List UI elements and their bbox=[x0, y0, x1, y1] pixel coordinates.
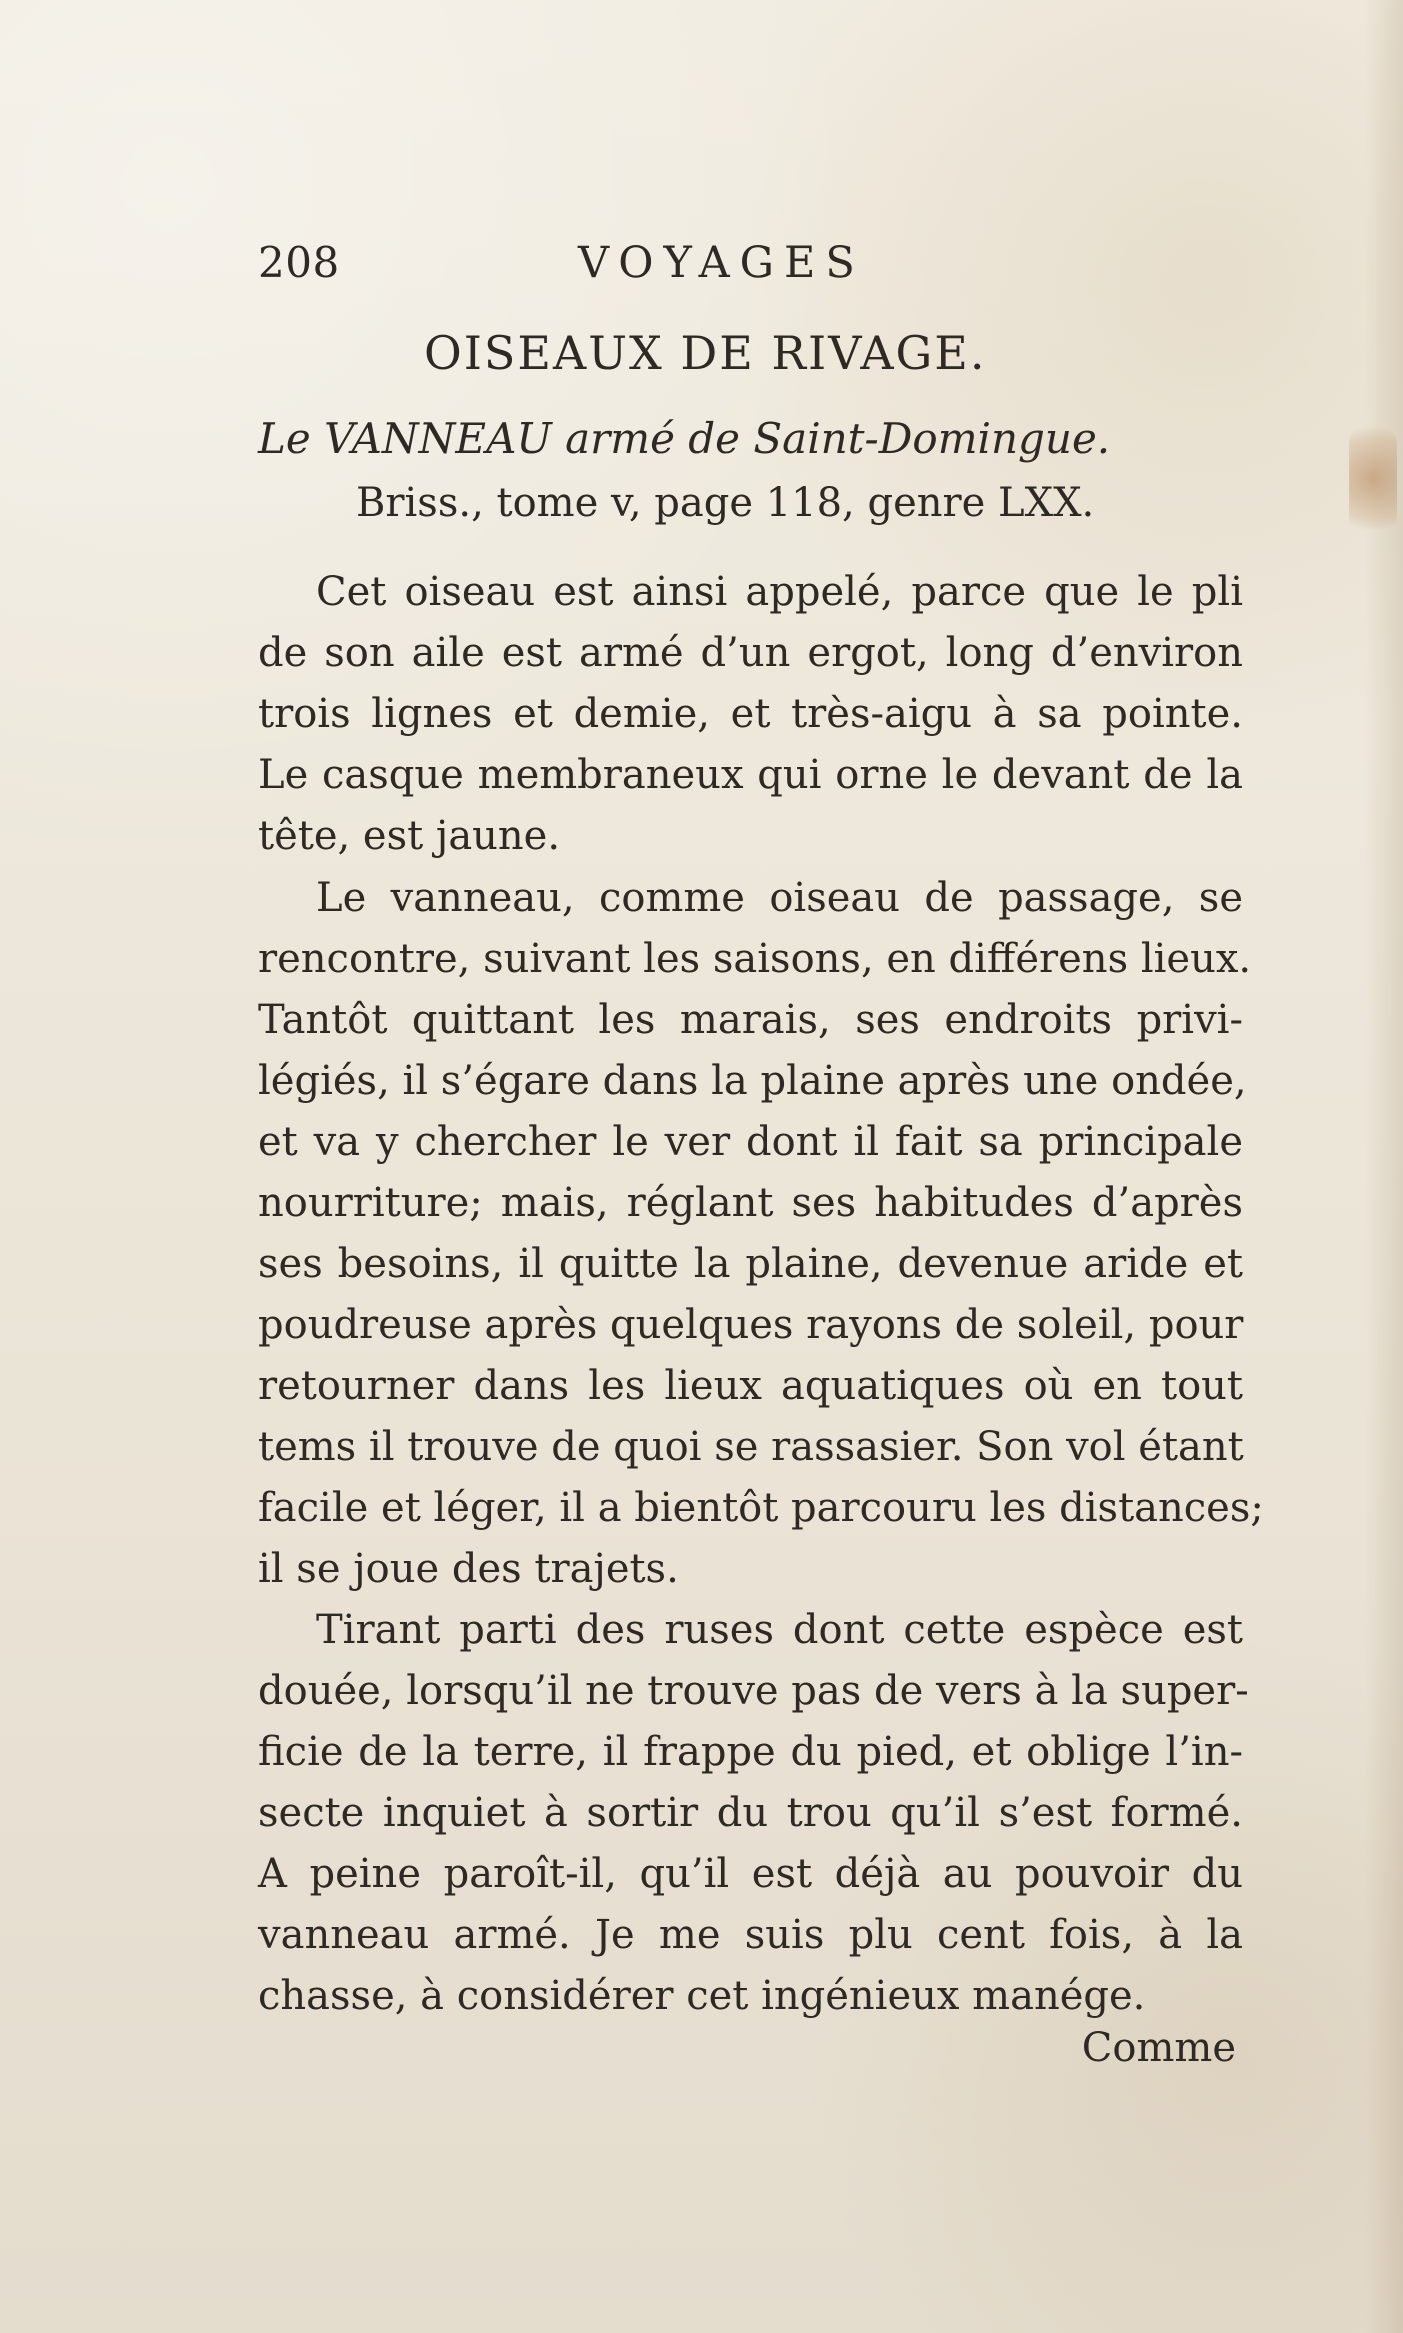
paragraph-line: vanneau armé. Je me suis plu cent fois, à la bbox=[258, 1912, 1243, 1958]
paragraph-line: Le vanneau, comme oiseau de passage, se bbox=[316, 875, 1243, 921]
paragraph-line: facile et léger, il a bientôt parcouru les distances; bbox=[258, 1485, 1264, 1531]
entry-reference: Briss., tome v, page 118, genre LXX. bbox=[356, 480, 1095, 526]
paragraph-line: il se joue des trajets. bbox=[258, 1546, 679, 1592]
section-title: OISEAUX DE RIVAGE. bbox=[424, 326, 987, 380]
paragraph-line: tête, est jaune. bbox=[258, 813, 561, 859]
paragraph-line: secte inquiet à sortir du trou qu’il s’est formé. bbox=[258, 1790, 1243, 1836]
paragraph-line: A peine paroît-il, qu’il est déjà au pouvoir du bbox=[258, 1851, 1243, 1897]
paragraph-line: ficie de la terre, il frappe du pied, et oblige l’in- bbox=[258, 1729, 1243, 1775]
paragraph-1 bbox=[258, 562, 1243, 867]
paragraph-line: chasse, à considérer cet ingénieux manége. bbox=[258, 1973, 1146, 2019]
page-header bbox=[258, 238, 1243, 300]
paragraph-line: douée, lorsqu’il ne trouve pas de vers à la super- bbox=[258, 1668, 1249, 1714]
paragraph-line: tems il trouve de quoi se rassasier. Son vol étant bbox=[258, 1424, 1244, 1470]
running-title: VOYAGES bbox=[578, 238, 865, 288]
paragraph-line: Le casque membraneux qui orne le devant de la bbox=[258, 752, 1243, 798]
paragraph-line: rencontre, suivant les saisons, en différens lieux. bbox=[258, 936, 1252, 982]
paragraph-line: et va y chercher le ver dont il fait sa principale bbox=[258, 1119, 1243, 1165]
paragraph-line: nourriture; mais, réglant ses habitudes d’après bbox=[258, 1180, 1243, 1226]
catchword: Comme bbox=[1081, 2025, 1236, 2071]
paragraph-line: de son aile est armé d’un ergot, long d’environ bbox=[258, 630, 1243, 676]
paragraph-line: retourner dans les lieux aquatiques où en tout bbox=[258, 1363, 1243, 1409]
paragraph-line: légiés, il s’égare dans la plaine après une ondée, bbox=[258, 1058, 1247, 1104]
paragraph-2 bbox=[258, 868, 1264, 1600]
paragraph-line: Cet oiseau est ainsi appelé, parce que le pli bbox=[316, 569, 1243, 615]
paragraph-line: Tirant parti des ruses dont cette espèce est bbox=[316, 1607, 1243, 1653]
paragraph-3 bbox=[258, 1600, 1249, 2027]
paragraph-line: ses besoins, il quitte la plaine, devenue aride et bbox=[258, 1241, 1243, 1287]
entry-title: Le VANNEAU armé de Saint-Domingue. bbox=[258, 414, 1111, 463]
paragraph-line: trois lignes et demie, et très-aigu à sa pointe. bbox=[258, 691, 1243, 737]
paragraph-line: poudreuse après quelques rayons de soleil, pour bbox=[258, 1302, 1244, 1348]
paragraph-line: Tantôt quittant les marais, ses endroits privi- bbox=[258, 997, 1243, 1043]
paper-stain bbox=[1349, 420, 1397, 550]
page-number: 208 bbox=[258, 238, 340, 287]
